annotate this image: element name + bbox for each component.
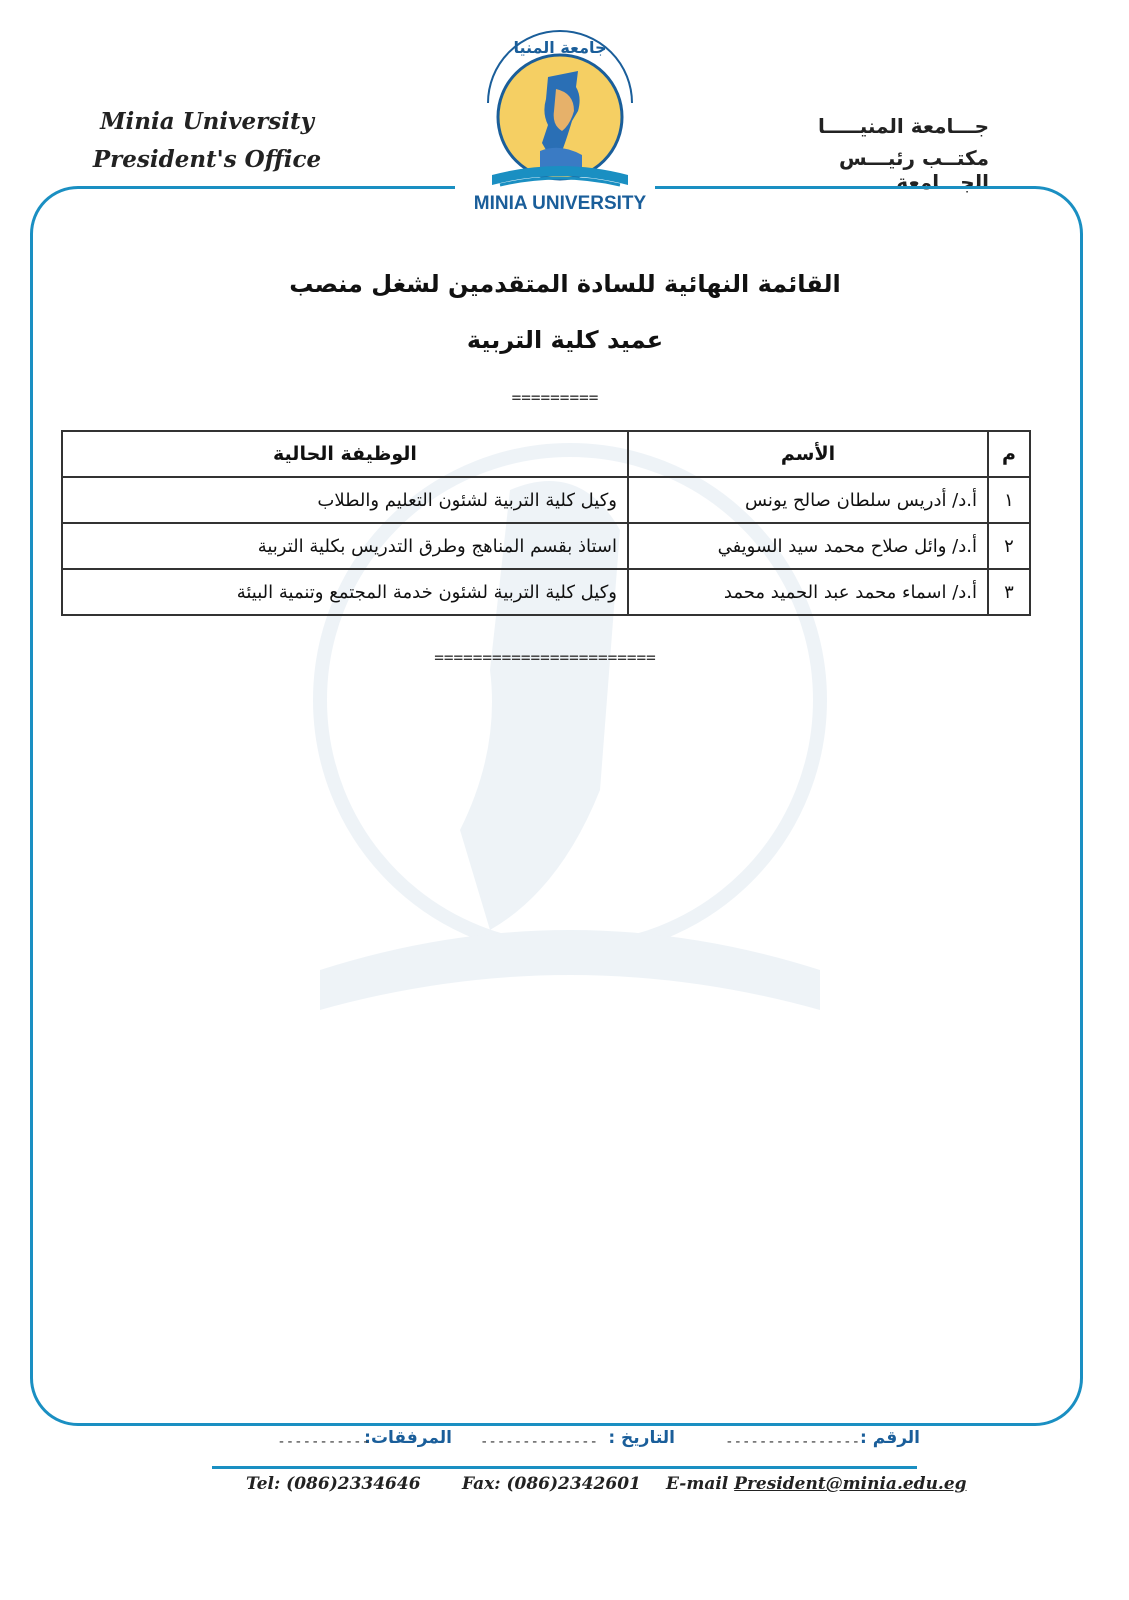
- row-job: وكيل كلية التربية لشئون التعليم والطلاب: [62, 477, 628, 523]
- footer-fields: [230, 1428, 930, 1458]
- header-name: الأسم: [628, 431, 988, 477]
- telephone: Tel: (086)2334646: [246, 1474, 421, 1494]
- row-number: ١: [988, 477, 1030, 523]
- header-english-university: Minia University: [100, 108, 314, 135]
- header-english-office: President's Office: [92, 146, 322, 173]
- page-title: القائمة النهائية للسادة المتقدمين لشغل منصب: [289, 270, 841, 298]
- separator-long: =======================: [434, 648, 656, 667]
- header-current-job: الوظيفة الحالية: [62, 431, 628, 477]
- minia-university-logo: [470, 25, 650, 225]
- row-name: أ.د/ أدريس سلطان صالح يونس: [628, 477, 988, 523]
- email-link[interactable]: President@minia.edu.eg: [734, 1474, 967, 1494]
- row-number: ٣: [988, 569, 1030, 615]
- page-subtitle: عميد كلية التربية: [466, 326, 664, 354]
- reference-label: الرقم :: [860, 1428, 920, 1448]
- logo-arc-text: جامعة المنيا: [513, 38, 607, 57]
- row-job: وكيل كلية التربية لشئون خدمة المجتمع وتنمية البيئة: [62, 569, 628, 615]
- date-blank: --------------: [479, 1434, 598, 1450]
- logo-banner-text: MINIA UNIVERSITY: [473, 193, 647, 214]
- date-label: التاريخ :: [608, 1428, 675, 1448]
- table-row: [62, 477, 1030, 523]
- separator-short: =========: [511, 388, 599, 407]
- email-block: [666, 1474, 967, 1494]
- attachments-blank: -----------: [277, 1434, 370, 1450]
- candidates-table: [61, 430, 1031, 616]
- reference-blank: ----------------: [725, 1434, 860, 1450]
- header-arabic-university: جـــامعة المنيـــــا: [818, 114, 989, 138]
- footer-divider: [212, 1466, 917, 1469]
- row-number: ٢: [988, 523, 1030, 569]
- row-job: استاذ بقسم المناهج وطرق التدريس بكلية التربية: [62, 523, 628, 569]
- email-prefix: E-mail: [666, 1474, 729, 1494]
- page-frame: [30, 186, 1083, 1426]
- table-header-row: [62, 431, 1030, 477]
- attachments-label: المرفقات:: [364, 1428, 452, 1448]
- fax: Fax: (086)2342601: [462, 1474, 641, 1494]
- table-row: [62, 523, 1030, 569]
- row-name: أ.د/ اسماء محمد عبد الحميد محمد: [628, 569, 988, 615]
- header-number: م: [988, 431, 1030, 477]
- header-arabic-office: مكتــب رئيـــس الجـــامعة: [839, 146, 989, 194]
- row-name: أ.د/ وائل صلاح محمد سيد السويفي: [628, 523, 988, 569]
- table-row: [62, 569, 1030, 615]
